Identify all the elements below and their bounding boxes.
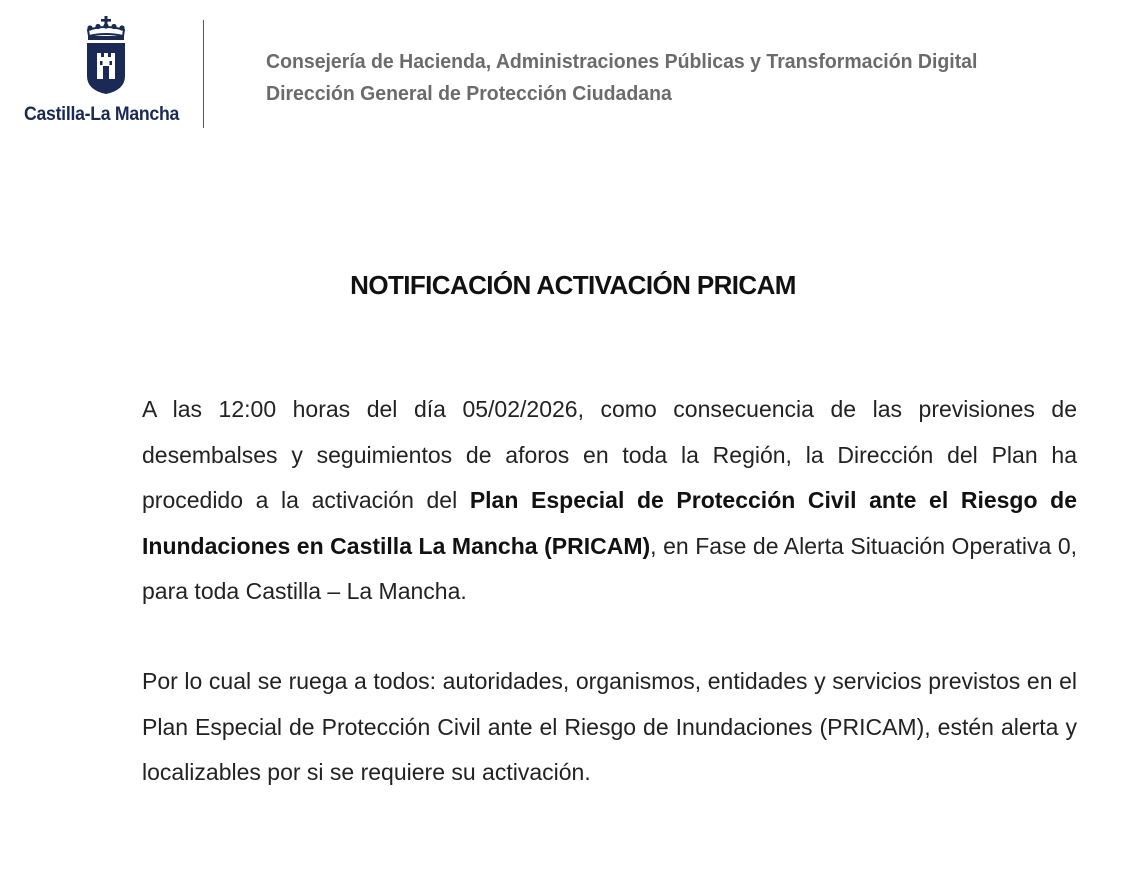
paragraph-1 [142,387,1077,615]
page-title: NOTIFICACIÓN ACTIVACIÓN PRICAM [350,270,796,300]
paragraph-2: Por lo cual se ruega a todos: autoridades, organismos, entidades y servicios previstos en el Plan Especial de Protección Civil ante el Riesgo de Inundaciones (PRICAM), estén alerta y localizables por si se requiere su activación. [142,668,1077,785]
org-line-2: Dirección General de Protección Ciudadana [266,82,672,105]
paragraph-1-bold: Plan Especial de Protección Civil ante el Riesgo de Inundaciones en Castilla La Mancha (PRICAM) [142,487,1077,559]
paragraph-1-text-b: , en Fase de Alerta Situación Operativa 0, para toda Castilla – La Mancha. [142,532,1078,604]
logo-wordmark: Castilla-La Mancha [24,104,180,125]
org-line-1: Consejería de Hacienda, Administraciones Públicas y Transformación Digital [266,50,978,73]
paragraph-1-text-a: A las 12:00 horas del día 05/02/2026, como consecuencia de las previsiones de desembalses y seguimientos de aforos en toda la Región, la Dirección del Plan ha procedido a la activación del [142,396,1077,513]
institution-logo [22,16,194,132]
castle-crown-emblem-icon [82,16,130,96]
header-organization [266,46,977,110]
header-divider [203,20,204,128]
